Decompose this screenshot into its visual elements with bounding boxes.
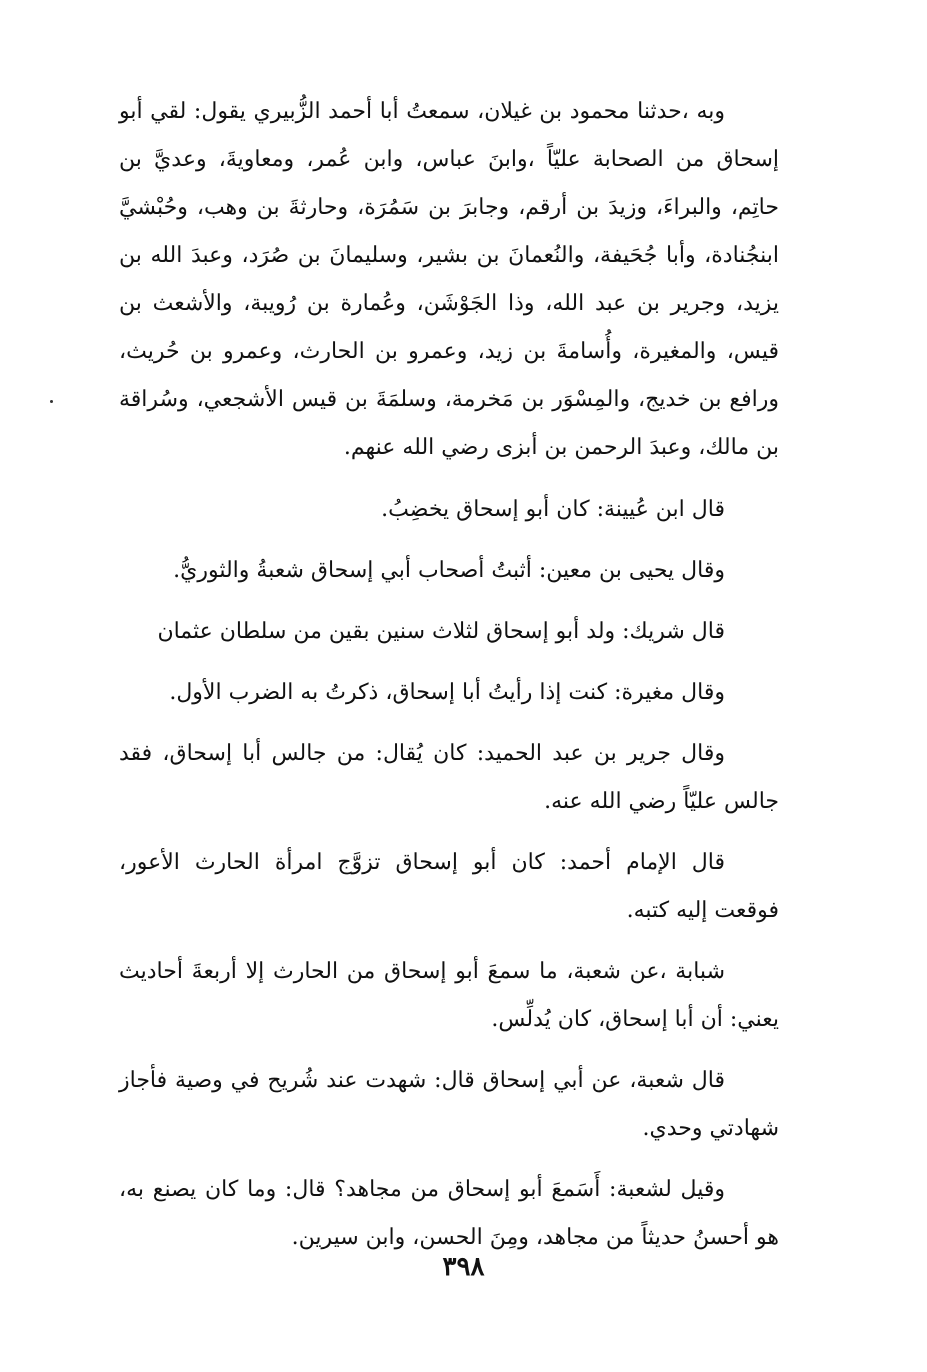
paragraph-ibn-uyayna: قال ابن عُيينة: كان أبو إسحاق يخضِبُ. bbox=[381, 497, 725, 522]
paragraph-sharik: قال شريك: ولد أبو إسحاق لثلاث سنين بقين من سلطان عثمان bbox=[157, 619, 725, 644]
paragraph-mughira: وقال مغيرة: كنت إذا رأيتُ أبا إسحاق، ذكرتُ به الضرب الأول. bbox=[169, 680, 725, 705]
paragraph-shuba-shurayh: قال شعبة، عن أبي إسحاق قال: شهدت عند شُريح في وصية فأجاز شهادتي وحدي. bbox=[119, 1068, 779, 1141]
margin-speck bbox=[50, 400, 53, 403]
paragraph-yahya-ibn-main: وقال يحيى بن معين: أثبتُ أصحاب أبي إسحاق شعبةُ والثوريُّ. bbox=[173, 558, 725, 583]
paragraph-shababa: شبابة ،عن شعبة، ما سمعَ أبو إسحاق من الحارث إلا أربعةَ أحاديث يعني: أن أبا إسحاق، كان يُدلِّس. bbox=[119, 959, 779, 1032]
paragraph-narrators-list: وبه ،حدثنا محمود بن غيلان، سمعتُ أبا أحمد الزُّبيري يقول: لقي أبو إسحاق من الصحابة عليّاً ،وابنَ عباس، وابن عُمر، ومعاويةَ، وعديَّ بن حاتِم، والبراءَ، وزيدَ بن أرقم، وجابرَ بن سَمُرَة، وحارثةَ بن وهب، وحُبْشيَّ ابنجُنادة، وأبا جُحَيفة، والنُعمانَ بن بشير، وسليمانَ بن صُرَد، وعبدَ الله بن يزيد، وجرير بن عبد الله، وذا الجَوْشَن، وعُمارة بن رُويبة، والأشعث بن قيس، والمغيرة، وأُسامةَ بن زيد، وعمرو بن الحارث، وعمرو بن حُريث، ورافع بن خديج، والمِسْوَر بن مَخرمة، وسلمَةَ بن قيس الأشجعي، وسُراقة بن مالك، وعبدَ الرحمن بن أبزى رضي الله عنهم. bbox=[119, 99, 779, 460]
paragraph-imam-ahmad: قال الإمام أحمد: كان أبو إسحاق تزوَّج امرأة الحارث الأعور، فوقعت إليه كتبه. bbox=[119, 850, 779, 923]
page-body bbox=[119, 88, 779, 1275]
paragraph-jarir: وقال جرير بن عبد الحميد: كان يُقال: من جالس أبا إسحاق، فقد جالس عليّاً رضي الله عنه. bbox=[119, 741, 779, 814]
page-number: ٣٩٨ bbox=[442, 1252, 485, 1282]
paragraph-shuba-mujahid: وقيل لشعبة: أَسَمعَ أبو إسحاق من مجاهد؟ قال: وما كان يصنع به، هو أحسنُ حديثاً من مجاهد، ومِنَ الحسن، وابن سيرين. bbox=[119, 1177, 779, 1250]
